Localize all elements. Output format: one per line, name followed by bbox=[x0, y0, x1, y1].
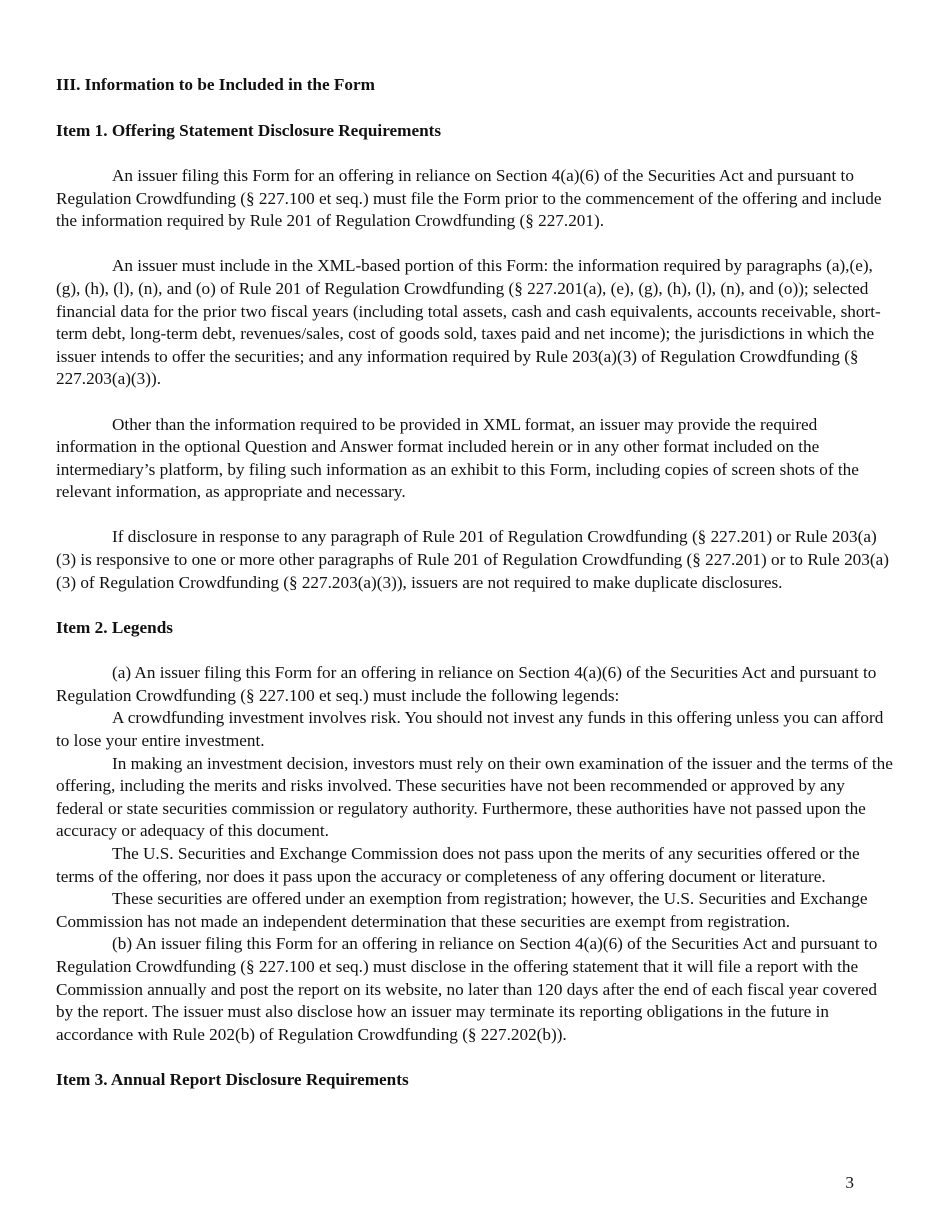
item-1-paragraph-4: If disclosure in response to any paragraph of Rule 201 of Regulation Crowdfunding (§ 227.201) or Rule 203(a)(3) is responsive to one or more other paragraphs of Rule 201 of Regulation Crowdfunding (§ 227.201) or to Rule 203(a)(3) of Regulation Crowdfunding (§ 227.203(a)(3)), issuers are not required to make duplicate disclosures. bbox=[56, 527, 889, 592]
legend-sec: The U.S. Securities and Exchange Commission does not pass upon the merits of any securities offered or the terms of the offering, nor does it pass upon the accuracy or completeness of any offering document or literature. bbox=[56, 844, 860, 886]
document-page bbox=[56, 74, 894, 1091]
section-title: III. Information to be Included in the Form bbox=[56, 75, 375, 94]
legend-exemption: These securities are offered under an exemption from registration; however, the U.S. Securities and Exchange Commission has not made an independent determination that these securities are exempt from registration. bbox=[56, 889, 868, 931]
item-1-paragraph-1: An issuer filing this Form for an offering in reliance on Section 4(a)(6) of the Securities Act and pursuant to Regulation Crowdfunding (§ 227.100 et seq.) must file the Form prior to the commencement of the offering and include the information required by Rule 201 of Regulation Crowdfunding (§ 227.201). bbox=[56, 166, 882, 231]
item-1-heading: Item 1. Offering Statement Disclosure Requirements bbox=[56, 120, 442, 140]
item-2-paragraph-b: (b) An issuer filing this Form for an offering in reliance on Section 4(a)(6) of the Securities Act and pursuant to Regulation Crowdfunding (§ 227.100 et seq.) must disclose in the offering statement that it will file a report with the Commission annually and post the report on its website, no later than 120 days after the end of each fiscal year covered by the report. The issuer must also disclose how an issuer may terminate its reporting obligations in the future in accordance with Rule 202(b) of Regulation Crowdfunding (§ 227.202(b)). bbox=[56, 934, 878, 1044]
legend-investment-decision: In making an investment decision, investors must rely on their own examination of the issuer and the terms of the offering, including the merits and risks involved. These securities have not been recommended or approved by any federal or state securities commission or regulatory authority. Furthermore, these authorities have not passed upon the accuracy or adequacy of this document. bbox=[56, 753, 893, 841]
item-1-paragraph-3: Other than the information required to be provided in XML format, an issuer may provide the required information in the optional Question and Answer format included herein or in any other format included on the intermediary’s platform, by filing such information as an exhibit to this Form, including copies of screen shots of the relevant information, as appropriate and necessary. bbox=[56, 414, 859, 502]
item-2-paragraph-a: (a) An issuer filing this Form for an offering in reliance on Section 4(a)(6) of the Securities Act and pursuant to Regulation Crowdfunding (§ 227.100 et seq.) must include the following legends: bbox=[56, 663, 877, 705]
item-1-paragraph-2: An issuer must include in the XML-based portion of this Form: the information required by paragraphs (a),(e), (g), (h), (l), (n), and (o) of Rule 201 of Regulation Crowdfunding (§ 227.201(a), (e), (g), (h), (l), (n), and (o)); selected financial data for the prior two fiscal years (including total assets, cash and cash equivalents, accounts receivable, short-term debt, long-term debt, revenues/sales, cost of goods sold, taxes paid and net income); the jurisdictions in which the issuer intends to offer the securities; and any information required by Rule 203(a)(3) of Regulation Crowdfunding (§ 227.203(a)(3)). bbox=[56, 256, 881, 389]
page-number: 3 bbox=[845, 1173, 854, 1192]
legend-risk: A crowdfunding investment involves risk. You should not invest any funds in this offering unless you can afford to lose your entire investment. bbox=[56, 708, 884, 751]
item-2-heading: Item 2. Legends bbox=[56, 617, 173, 637]
item-3-heading: Item 3. Annual Report Disclosure Requirements bbox=[56, 1069, 409, 1089]
item-2-legends bbox=[56, 662, 894, 1046]
